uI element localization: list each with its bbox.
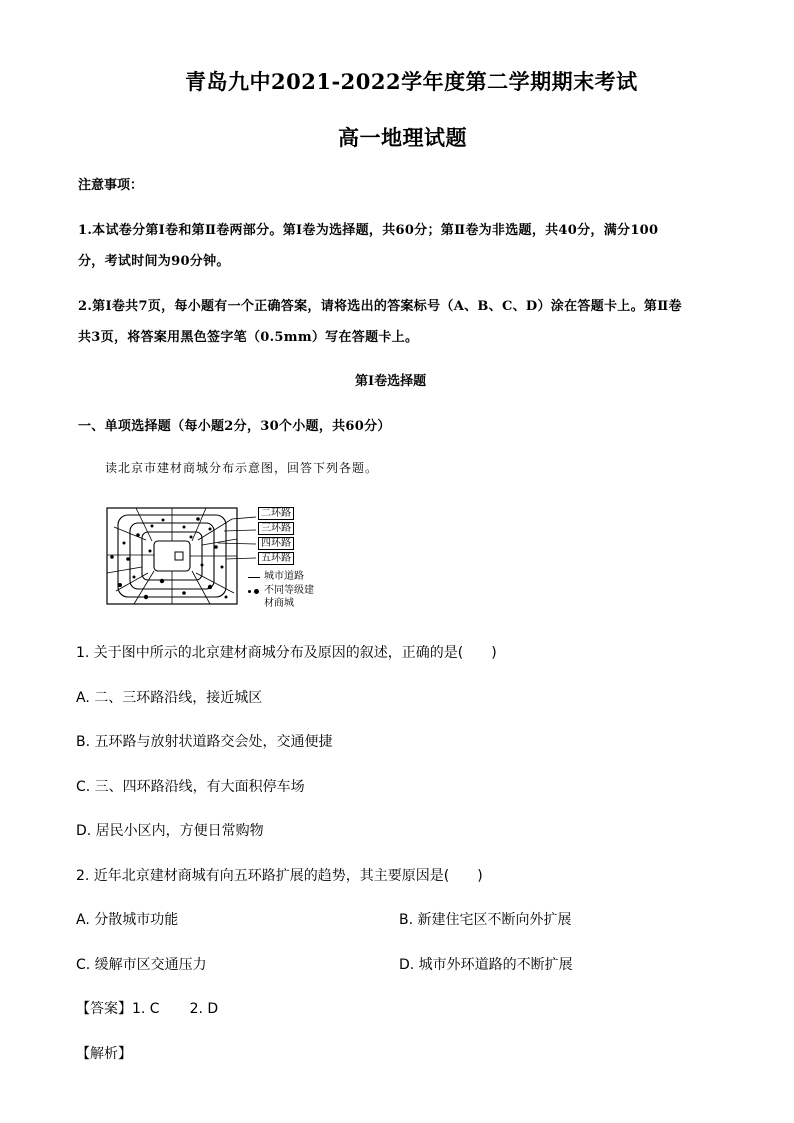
radial-roads: [107, 508, 237, 604]
legend-large-dot: [254, 589, 259, 594]
question-1-option-b: B. 五环路与放射状道路交会处，交通便捷: [76, 734, 333, 750]
notice-heading: 注意事项：: [78, 178, 144, 193]
part-heading: 一、单项选择题（每小题2分，30个小题，共60分）: [78, 419, 391, 434]
notice-item-1-line-2: 分，考试时间为90分钟。: [78, 254, 230, 269]
question-1-option-d: D. 居民小区内，方便日常购物: [76, 823, 264, 839]
question-1-option-a: A. 二、三环路沿线，接近城区: [76, 690, 263, 706]
section-title: 第Ⅰ卷选择题: [355, 374, 427, 389]
question-2-option-b: B. 新建住宅区不断向外扩展: [399, 912, 572, 928]
legend-road-label: 城市道路: [264, 571, 304, 582]
city-map: [106, 507, 256, 607]
legend-market-label-1: 不同等级建: [264, 585, 314, 596]
question-1-option-c: C. 三、四环路沿线，有大面积停车场: [76, 779, 305, 795]
answer-value-1: 1. C: [132, 1001, 160, 1017]
question-2-stem: 2. 近年北京建材商城有向五环路扩展的趋势，其主要原因是( ): [76, 868, 483, 884]
notice-item-1-line-1: 1.本试卷分第Ⅰ卷和第Ⅱ卷两部分。第Ⅰ卷为选择题，共60分；第Ⅱ卷为非选题，共40分，满分100: [78, 223, 659, 238]
question-2-option-a: A. 分散城市功能: [76, 912, 179, 928]
reading-intro: 读北京市建材商城分布示意图，回答下列各题。: [105, 461, 379, 475]
notice-item-2-line-2: 共3页，将答案用黑色签字笔（0.5mm）写在答题卡上。: [78, 330, 419, 345]
ring-label-4: 四环路: [258, 537, 294, 550]
ring-label-3: 三环路: [258, 522, 294, 535]
answer-label: 【答案】: [76, 1001, 132, 1017]
market-points: [110, 517, 227, 599]
answer-value-2: 2. D: [189, 1001, 219, 1017]
ring-label-2: 二环路: [258, 507, 294, 520]
legend-market-label-2: 材商城: [264, 598, 294, 609]
city-center: [175, 552, 183, 560]
question-1-stem: 1. 关于图中所示的北京建材商城分布及原因的叙述，正确的是( ): [76, 645, 497, 661]
answer-line: [76, 998, 218, 1018]
analysis-label: 【解析】: [76, 1046, 132, 1062]
ring-label-5: 五环路: [258, 552, 294, 565]
notice-item-2-line-1: 2.第Ⅰ卷共7页，每小题有一个正确答案，请将选出的答案标号（A、B、C、D）涂在答题卡上。第Ⅱ卷: [78, 299, 682, 314]
legend-road-line: [248, 577, 260, 578]
exam-subtitle: 高一地理试题: [338, 125, 467, 150]
second-ring-road: [154, 541, 190, 571]
legend-small-dot: [248, 590, 251, 593]
beijing-map-figure: [106, 503, 331, 613]
question-2-option-c: C. 缓解市区交通压力: [76, 957, 207, 973]
question-2-option-d: D. 城市外环道路的不断扩展: [399, 957, 573, 973]
exam-title: 青岛九中2021-2022学年度第二学期期末考试: [185, 69, 638, 94]
